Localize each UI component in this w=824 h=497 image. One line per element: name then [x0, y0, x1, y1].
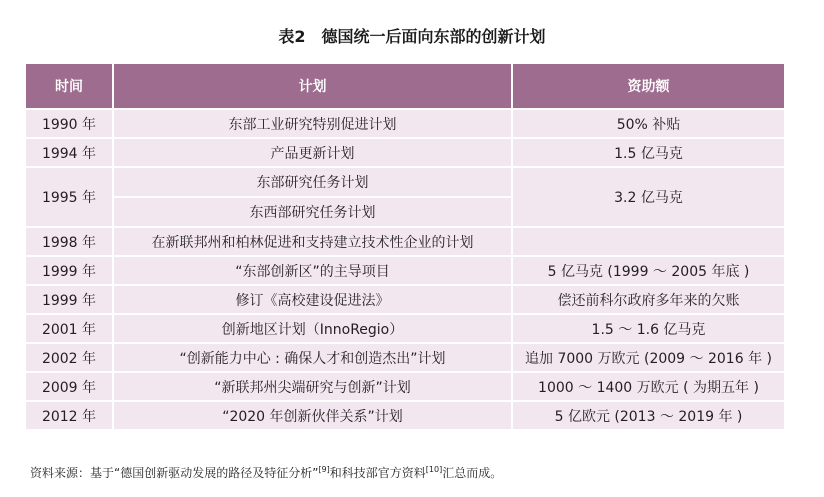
cell-time: 1990 年	[25, 109, 113, 138]
source-reference-9: [9]	[318, 465, 330, 474]
cell-funding: 5 亿欧元 (2013 ～ 2019 年 )	[512, 401, 785, 430]
source-middle: 和科技部官方资料	[329, 466, 426, 480]
table-header-row	[25, 63, 785, 109]
table-row	[25, 256, 785, 285]
cell-plan: 产品更新计划	[113, 138, 512, 167]
cell-plan: 东西部研究任务计划	[113, 197, 512, 227]
cell-plan: “新联邦州尖端研究与创新”计划	[113, 372, 512, 401]
table-row	[25, 372, 785, 401]
cell-funding: 1000 ～ 1400 万欧元 ( 为期五年 )	[512, 372, 785, 401]
innovation-plan-table	[24, 62, 786, 431]
cell-funding	[512, 227, 785, 256]
cell-funding: 偿还前科尔政府多年来的欠账	[512, 285, 785, 314]
table-row	[25, 285, 785, 314]
cell-plan: 修订《高校建设促进法》	[113, 285, 512, 314]
table-row	[25, 167, 785, 197]
cell-time: 2001 年	[25, 314, 113, 343]
header-funding: 资助额	[512, 63, 785, 109]
table-title: 表2 德国统一后面向东部的创新计划	[278, 27, 546, 46]
cell-plan: 创新地区计划（InnoRegio）	[113, 314, 512, 343]
source-prefix: 资料来源：基于“德国创新驱动发展的路径及特征分析”	[30, 466, 319, 480]
cell-funding: 3.2 亿马克	[512, 167, 785, 227]
table-row	[25, 227, 785, 256]
cell-time: 1999 年	[25, 285, 113, 314]
cell-time: 2009 年	[25, 372, 113, 401]
source-note	[30, 464, 502, 481]
cell-plan: 东部工业研究特别促进计划	[113, 109, 512, 138]
cell-time: 2002 年	[25, 343, 113, 372]
source-suffix: 汇总而成。	[442, 466, 503, 480]
cell-plan: “东部创新区”的主导项目	[113, 256, 512, 285]
cell-time: 1994 年	[25, 138, 113, 167]
cell-plan: 东部研究任务计划	[113, 167, 512, 197]
cell-plan: “创新能力中心 : 确保人才和创造杰出”计划	[113, 343, 512, 372]
header-time: 时间	[25, 63, 113, 109]
cell-time: 1999 年	[25, 256, 113, 285]
cell-funding: 追加 7000 万欧元 (2009 ～ 2016 年 )	[512, 343, 785, 372]
table-row	[25, 138, 785, 167]
table-row	[25, 401, 785, 430]
cell-funding: 50% 补贴	[512, 109, 785, 138]
header-plan: 计划	[113, 63, 512, 109]
cell-plan: “2020 年创新伙伴关系”计划	[113, 401, 512, 430]
cell-plan: 在新联邦州和柏林促进和支持建立技术性企业的计划	[113, 227, 512, 256]
table-row	[25, 343, 785, 372]
table-row	[25, 109, 785, 138]
cell-funding: 1.5 ～ 1.6 亿马克	[512, 314, 785, 343]
cell-time: 2012 年	[25, 401, 113, 430]
cell-funding: 1.5 亿马克	[512, 138, 785, 167]
table-row	[25, 314, 785, 343]
cell-time: 1998 年	[25, 227, 113, 256]
source-reference-10: [10]	[425, 465, 443, 474]
cell-time: 1995 年	[25, 167, 113, 227]
cell-funding: 5 亿马克 (1999 ～ 2005 年底 )	[512, 256, 785, 285]
